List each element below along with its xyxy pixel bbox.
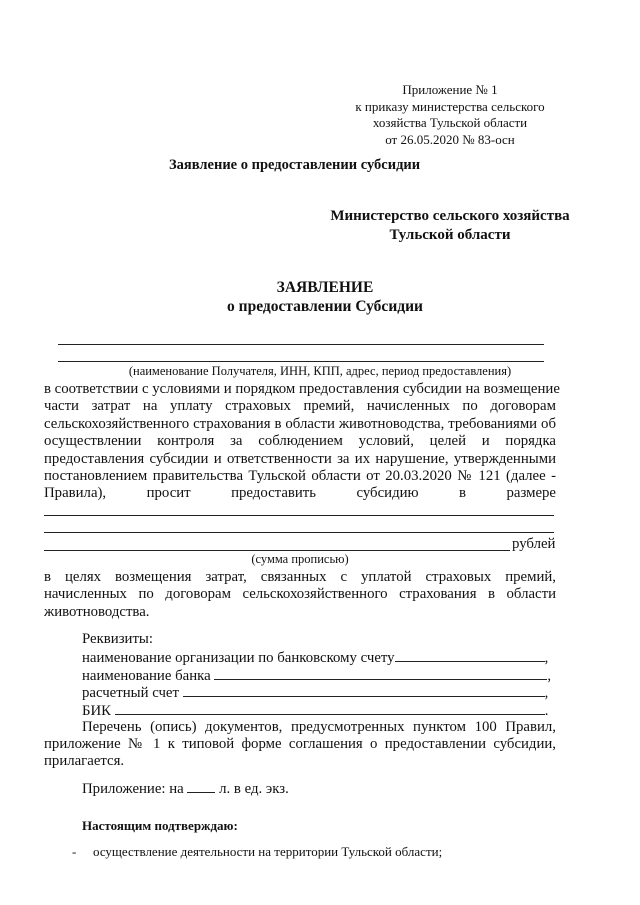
bullet-marker: - (72, 844, 77, 859)
bank-fill-line[interactable] (214, 667, 547, 680)
appendix-line-2: к приказу министерства сельского (355, 98, 545, 114)
purpose-paragraph-line: животноводства. (44, 603, 150, 620)
requisite-account-row (82, 684, 548, 702)
main-paragraph-line: Правила), просит предоставить субсидию в размере (44, 485, 556, 502)
bik-fill-line[interactable] (115, 702, 545, 715)
requisite-bank-row (82, 667, 551, 685)
attachment-pages-fill[interactable] (187, 780, 215, 793)
appendix-line-1: Приложение № 1 (402, 82, 498, 97)
main-paragraph-line: постановлением правительства Тульской области от 20.03.2020 № 121 (далее - (44, 467, 556, 484)
attachment-suffix: л. в ед. экз. (219, 781, 289, 797)
main-paragraph-line: части затрат на уплату страховых премий, начисленных по договорам (44, 398, 556, 415)
main-paragraph-line: осуществлении контроля за соблюдением условий, целей и порядка (44, 433, 556, 450)
requisites-title: Реквизиты: (82, 631, 153, 647)
bik-label: БИК (82, 703, 112, 719)
purpose-paragraph (44, 569, 556, 621)
main-paragraph-line: в соответствии с условиями и порядком предоставления субсидии на возмещение (44, 381, 560, 397)
org-comma: , (544, 650, 549, 666)
requisite-org-row (82, 649, 548, 667)
purpose-paragraph-line: начисленных по договорам сельскохозяйственного страхования в области (44, 586, 556, 603)
attachment-row (82, 780, 289, 798)
bik-period: . (544, 703, 549, 719)
confirm-item-1: осуществление деятельности на территории Тульской области; (93, 844, 443, 859)
requisite-bik-row (82, 702, 548, 720)
appendix-block (300, 82, 600, 148)
main-paragraph-line: предоставления субсидии и ответственности за их нарушение, утвержденными (44, 450, 556, 467)
list-paragraph (44, 736, 556, 771)
amount-caption: (сумма прописью) (251, 552, 349, 566)
attachment-prefix: Приложение: на (82, 781, 184, 797)
bank-comma: , (547, 668, 552, 684)
account-comma: , (544, 685, 549, 701)
org-label: наименование организации по банковскому счету (82, 650, 395, 666)
confirm-title: Настоящим подтверждаю: (82, 818, 238, 833)
list-paragraph-line: приложение № 1 к типовой форме соглашения о предоставлении субсидии, (44, 736, 556, 752)
amount-fill-line-2[interactable] (44, 532, 554, 533)
bank-label: наименование банка (82, 668, 211, 684)
account-fill-line[interactable] (183, 684, 545, 697)
amount-fill-line-1[interactable] (44, 515, 554, 516)
document-title (150, 278, 500, 316)
list-paragraph-line: прилагается. (44, 753, 125, 770)
rubles-label: рублей (512, 536, 556, 552)
recipient-block (300, 207, 600, 245)
main-paragraph-line: сельскохозяйственного страхования в области животноводства, требованиями об (44, 415, 556, 432)
title-line-1: ЗАЯВЛЕНИЕ (276, 279, 374, 296)
title-line-2: о предоставлении Субсидии (227, 298, 423, 315)
main-paragraph (44, 381, 560, 503)
amount-fill-line-3[interactable] (44, 550, 510, 551)
list-paragraph-line: Перечень (опись) документов, предусмотренных пунктом 100 Правил, (82, 719, 556, 735)
recipient-caption: (наименование Получателя, ИНН, КПП, адрес, период предоставления) (128, 364, 512, 378)
appendix-line-3: хозяйства Тульской области (372, 115, 528, 130)
recipient-line-1: Министерство сельского хозяйства (330, 208, 570, 224)
purpose-paragraph-line: в целях возмещения затрат, связанных с уплатой страховых премий, (44, 569, 556, 585)
account-label: расчетный счет (82, 685, 179, 701)
recipient-line-2: Тульской области (389, 227, 511, 243)
recipient-fill-line-2[interactable] (58, 361, 544, 362)
recipient-fill-line-1[interactable] (58, 344, 544, 345)
org-fill-line[interactable] (395, 649, 545, 662)
form-heading: Заявление о предоставлении субсидии (169, 157, 421, 173)
appendix-line-4: от 26.05.2020 № 83-осн (385, 131, 515, 147)
